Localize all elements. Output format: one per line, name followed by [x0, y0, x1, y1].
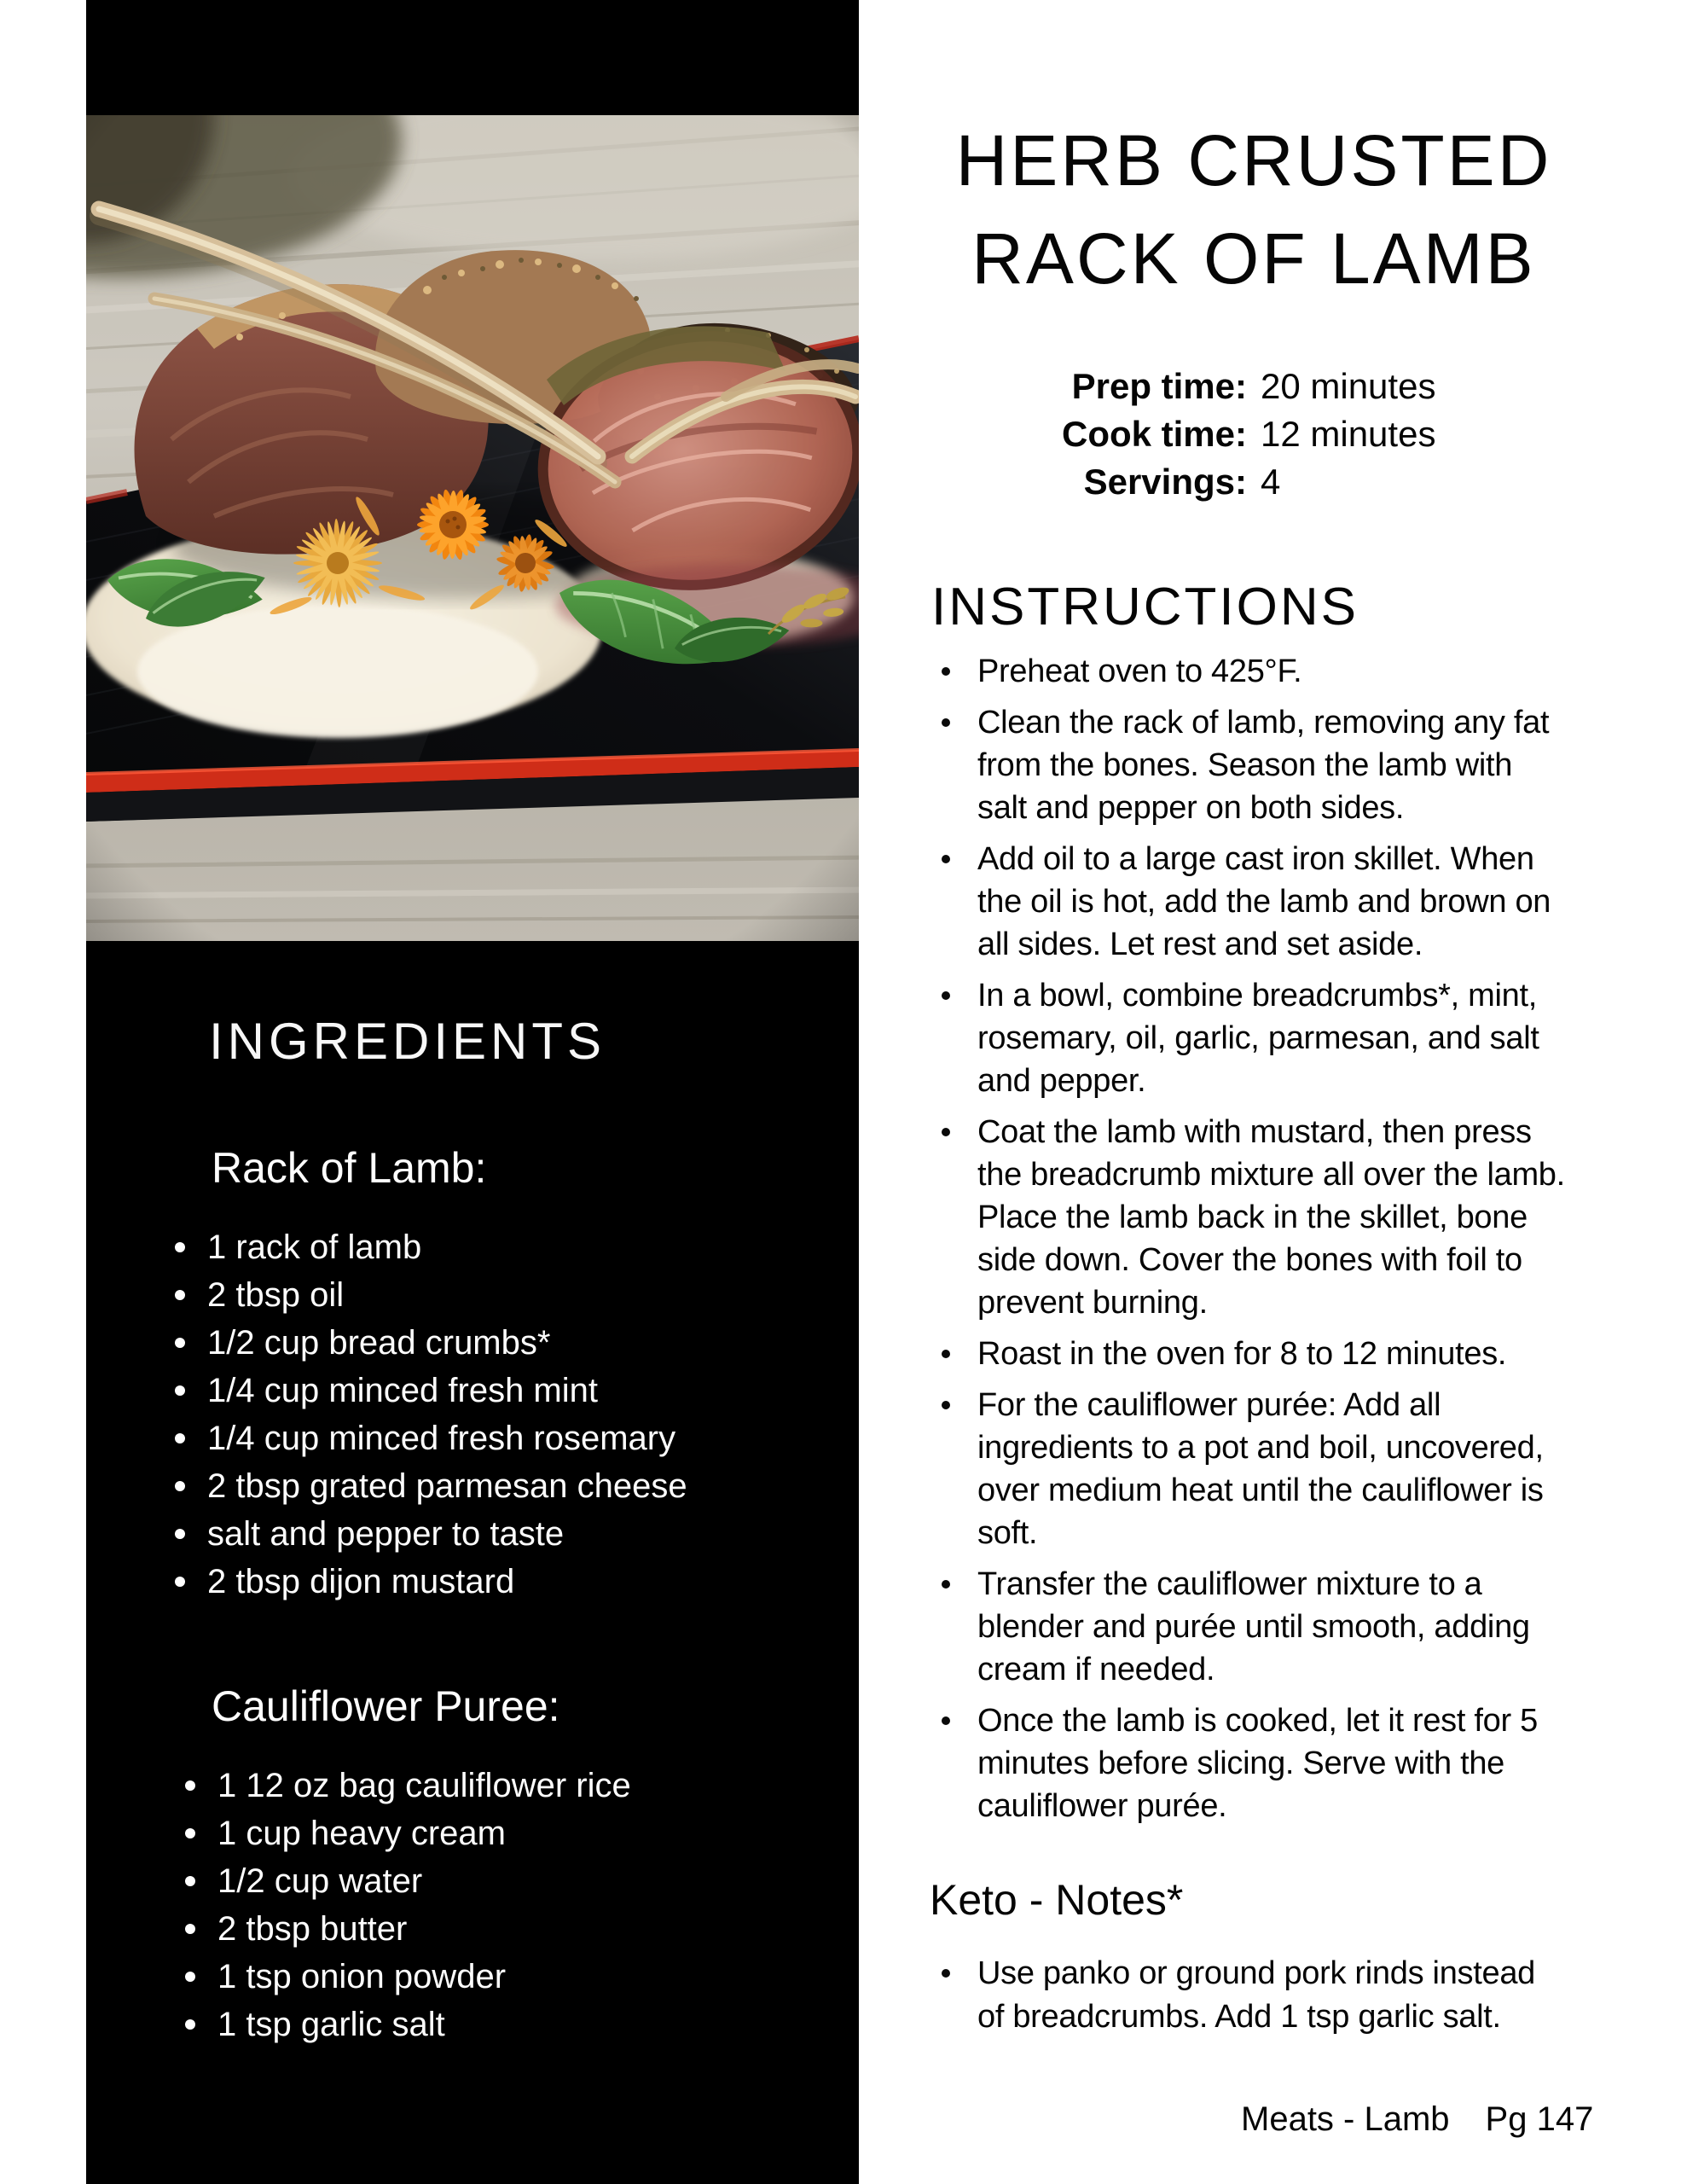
page-footer — [1241, 2100, 1593, 2139]
instruction-step: Once the lamb is cooked, let it rest for 5 minutes before slicing. Serve with the cauliflower purée. — [940, 1699, 1566, 1827]
instruction-step: Roast in the oven for 8 to 12 minutes. — [940, 1333, 1566, 1375]
recipe-title-line1: HERB CRUSTED — [955, 120, 1552, 200]
instruction-step: Coat the lamb with mustard, then press the breadcrumb mixture all over the lamb. Place the lamb back in the skillet, bone side down. Cover the bones with foil to prevent burning. — [940, 1111, 1566, 1324]
cauliflower-puree-section-title: Cauliflower Puree: — [212, 1682, 560, 1730]
rack-of-lamb-section-title: Rack of Lamb: — [212, 1144, 487, 1192]
ingredient-item: 1/2 cup bread crumbs* — [175, 1319, 687, 1367]
servings-value: 4 — [1261, 462, 1281, 502]
instruction-step: Preheat oven to 425°F. — [940, 650, 1566, 693]
instruction-step: For the cauliflower purée: Add all ingredients to a pot and boil, uncovered, over medium heat until the cauliflower is soft. — [940, 1384, 1566, 1554]
ingredient-item: 1/2 cup water — [185, 1857, 631, 1905]
ingredient-item: salt and pepper to taste — [175, 1510, 687, 1558]
instructions-heading: INSTRUCTIONS — [931, 578, 1359, 636]
prep-time-value: 20 minutes — [1261, 366, 1436, 406]
instruction-step: Clean the rack of lamb, removing any fat from the bones. Season the lamb with salt and pepper on both sides. — [940, 701, 1566, 829]
rack-of-lamb-ingredient-list — [175, 1223, 687, 1606]
ingredient-item: 1 tsp onion powder — [185, 1953, 631, 2001]
recipe-title-line2: RACK OF LAMB — [971, 218, 1536, 299]
recipe-title — [861, 112, 1646, 308]
instructions-list — [940, 650, 1566, 1836]
instruction-step: Transfer the cauliflower mixture to a blender and purée until smooth, adding cream if needed. — [940, 1563, 1566, 1691]
cauliflower-puree-ingredient-list — [185, 1762, 631, 2048]
footer-page-number: Pg 147 — [1485, 2100, 1594, 2138]
servings-label: Servings: — [1083, 462, 1247, 502]
recipe-photo — [86, 115, 859, 941]
ingredient-item: 2 tbsp butter — [185, 1905, 631, 1953]
cook-time-label: Cook time: — [1061, 414, 1247, 454]
ingredient-item: 1 tsp garlic salt — [185, 2001, 631, 2048]
ingredient-item: 1 cup heavy cream — [185, 1809, 631, 1857]
keto-notes-list — [940, 1952, 1562, 2039]
photo-vignette — [86, 115, 859, 941]
cook-time-value: 12 minutes — [1261, 414, 1436, 454]
ingredients-panel — [86, 0, 859, 2184]
ingredient-item: 2 tbsp oil — [175, 1271, 687, 1319]
ingredient-item: 1/4 cup minced fresh rosemary — [175, 1414, 687, 1462]
footer-category: Meats - Lamb — [1241, 2100, 1450, 2138]
ingredient-item: 1 12 oz bag cauliflower rice — [185, 1762, 631, 1809]
ingredient-item: 1 rack of lamb — [175, 1223, 687, 1271]
recipe-meta — [861, 363, 1646, 506]
keto-notes-heading: Keto - Notes* — [930, 1876, 1184, 1924]
prep-time-label: Prep time: — [1071, 366, 1247, 406]
ingredient-item: 2 tbsp grated parmesan cheese — [175, 1462, 687, 1510]
instruction-step: Add oil to a large cast iron skillet. When the oil is hot, add the lamb and brown on all sides. Let rest and set aside. — [940, 838, 1566, 966]
ingredient-item: 2 tbsp dijon mustard — [175, 1558, 687, 1606]
ingredients-heading: INGREDIENTS — [209, 1013, 606, 1070]
ingredient-item: 1/4 cup minced fresh mint — [175, 1367, 687, 1414]
keto-note-item: Use panko or ground pork rinds instead of breadcrumbs. Add 1 tsp garlic salt. — [940, 1952, 1562, 2039]
instruction-step: In a bowl, combine breadcrumbs*, mint, rosemary, oil, garlic, parmesan, and salt and pepper. — [940, 974, 1566, 1102]
